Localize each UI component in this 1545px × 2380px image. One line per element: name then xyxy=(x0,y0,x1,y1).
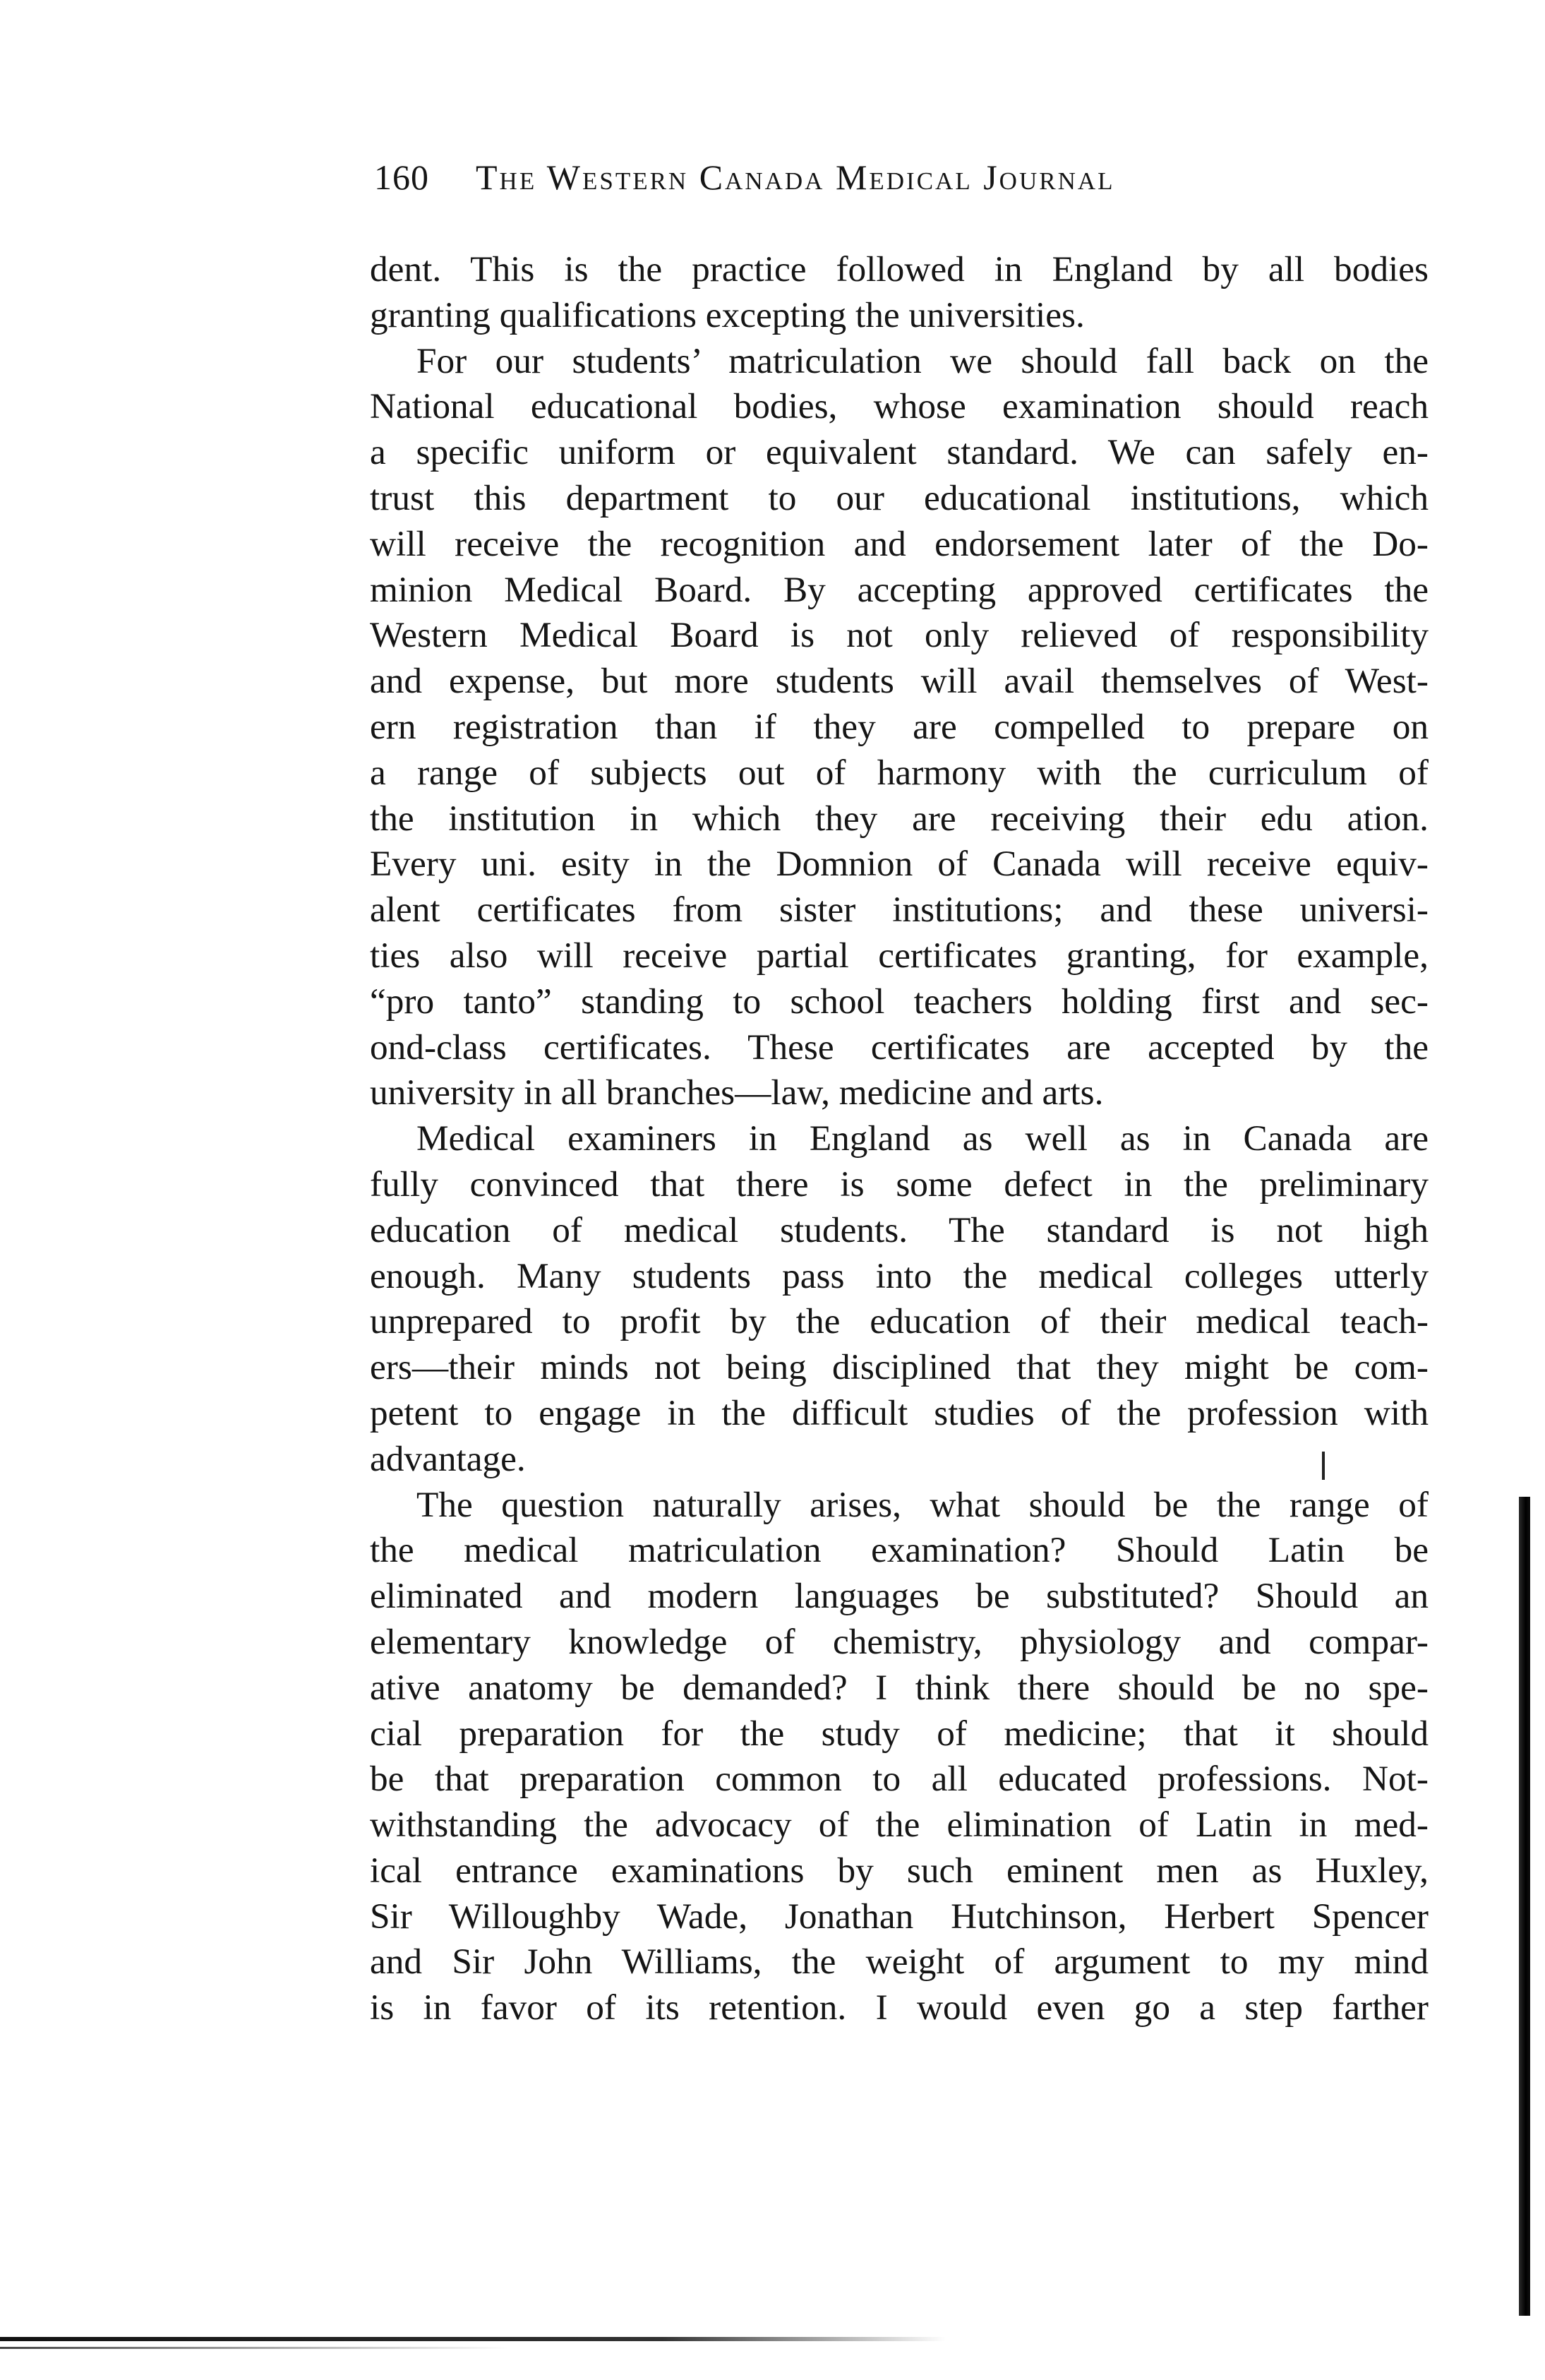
text-line: “pro tanto” standing to school teachers holding first and sec- xyxy=(370,981,1429,1022)
journal-title: The Western Canada Medical Journal xyxy=(476,157,1115,197)
text-line: will receive the recognition and endorsement later of the Do- xyxy=(370,523,1429,564)
text-line: enough. Many students pass into the medical colleges utterly xyxy=(370,1255,1429,1296)
text-line: fully convinced that there is some defect in the preliminary xyxy=(370,1164,1429,1204)
text-line: a range of subjects out of harmony with the curriculum of xyxy=(370,752,1429,793)
text-line: and expense, but more students will avail themselves of West- xyxy=(370,661,1429,702)
bottom-scan-rule xyxy=(0,2337,946,2341)
text-line: is in favor of its retention. I would even go a step farther xyxy=(370,1987,1429,2028)
text-line: trust this department to our educational institutions, which xyxy=(370,477,1429,518)
text-line: Sir Willoughby Wade, Jonathan Hutchinson, Herbert Spencer xyxy=(370,1896,1429,1937)
text-line: ties also will receive partial certificates granting, for example, xyxy=(370,935,1429,976)
text-line: and Sir John Williams, the weight of argument to my mind xyxy=(370,1942,1429,1983)
text-line: education of medical students. The standard is not high xyxy=(370,1209,1429,1250)
text-line: ern registration than if they are compelled to prepare on xyxy=(370,706,1429,747)
text-line: withstanding the advocacy of the elimination of Latin in med- xyxy=(370,1805,1429,1846)
text-line: dent. This is the practice followed in England by all bodies xyxy=(370,249,1429,289)
page-edge-shadow xyxy=(1519,1497,1530,2316)
text-line: petent to engage in the difficult studies of the profession with xyxy=(370,1392,1429,1433)
text-line: a specific uniform or equivalent standard. We can safely en- xyxy=(370,432,1429,473)
text-line: ers—their minds not being disciplined that they might be com- xyxy=(370,1347,1429,1388)
running-head xyxy=(374,157,1313,206)
text-line: minion Medical Board. By accepting approved certificates the xyxy=(370,569,1429,610)
stray-pencil-mark xyxy=(1322,1452,1325,1480)
text-line: alent certificates from sister institutions; and these universi- xyxy=(370,890,1429,931)
text-line: Every uni. esity in the Domnion of Canada will receive equiv- xyxy=(370,844,1429,885)
text-line: Medical examiners in England as well as in Canada are xyxy=(416,1118,1429,1159)
text-line: For our students’ matriculation we should fall back on the xyxy=(416,340,1429,381)
text-line: eliminated and modern languages be substituted? Should an xyxy=(370,1576,1429,1617)
text-line: Western Medical Board is not only relieved of responsibility xyxy=(370,615,1429,656)
text-line: unprepared to profit by the education of their medical teach- xyxy=(370,1301,1429,1342)
text-line: the institution in which they are receiving their edu ation. xyxy=(370,798,1429,839)
text-line: National educational bodies, whose examination should reach xyxy=(370,386,1429,427)
text-line: university in all branches—law, medicine and arts. xyxy=(370,1072,1104,1113)
text-line: granting qualifications excepting the universities. xyxy=(370,294,1085,335)
text-line: be that preparation common to all educated professions. Not- xyxy=(370,1759,1429,1800)
text-line: The question naturally arises, what should be the range of xyxy=(416,1484,1429,1525)
text-line: advantage. xyxy=(370,1438,526,1479)
text-line: ical entrance examinations by such eminent men as Huxley, xyxy=(370,1850,1429,1891)
text-line: cial preparation for the study of medicine; that it should xyxy=(370,1713,1429,1754)
page-number: 160 xyxy=(374,157,429,197)
text-line: ond-class certificates. These certificates are accepted by the xyxy=(370,1027,1429,1068)
text-line: elementary knowledge of chemistry, physiology and compar- xyxy=(370,1621,1429,1662)
bottom-scan-rule-secondary xyxy=(0,2347,508,2349)
text-line: ative anatomy be demanded? I think there should be no spe- xyxy=(370,1667,1429,1708)
article-body xyxy=(370,247,1429,2031)
text-line: the medical matriculation examination? Should Latin be xyxy=(370,1530,1429,1571)
